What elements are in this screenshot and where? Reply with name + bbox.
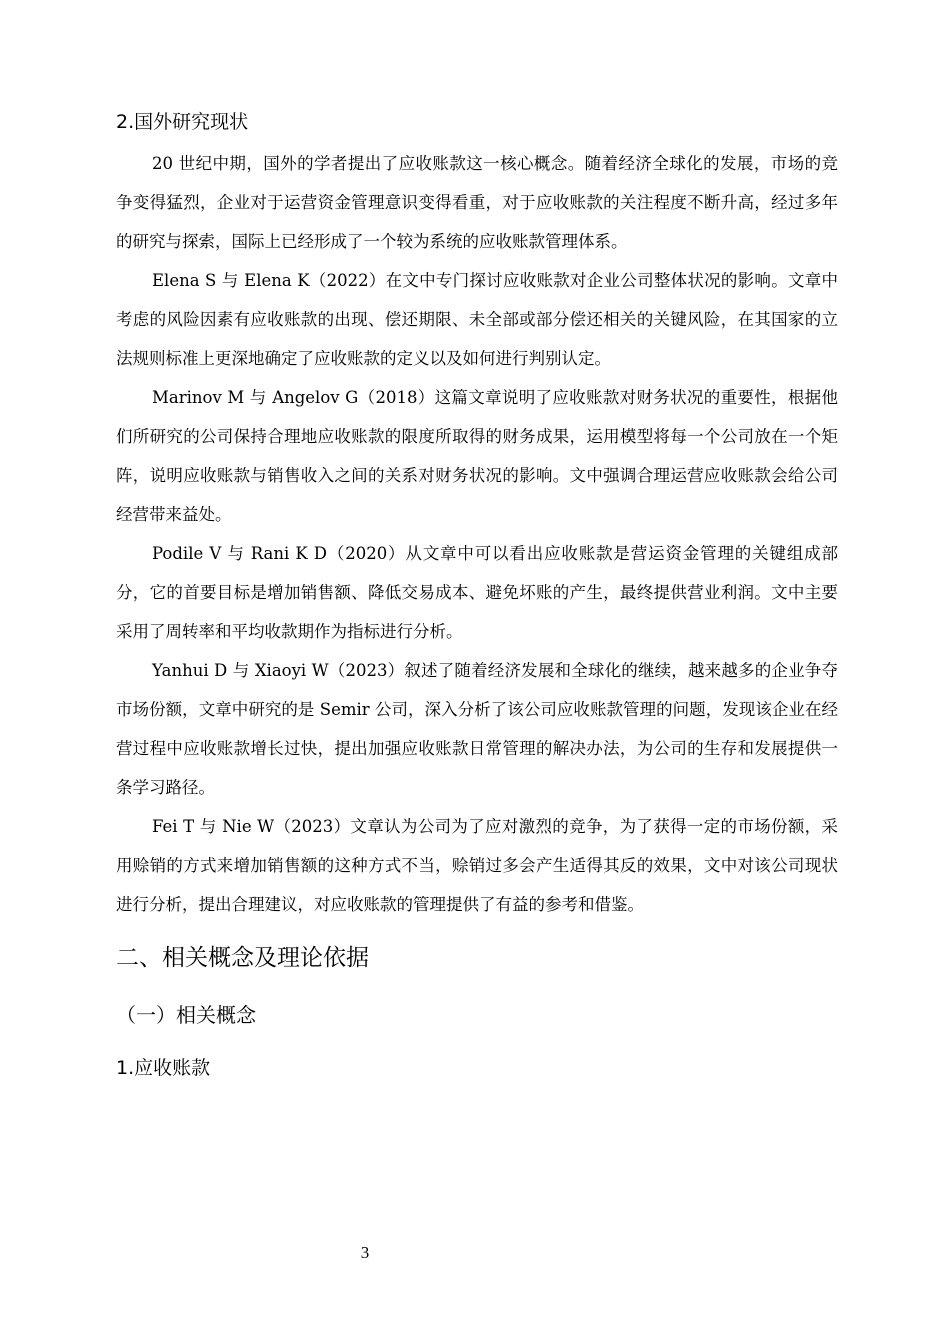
paragraph-marinov: Marinov M 与 Angelov G（2018）这篇文章说明了应收账款对财务状况的重要性，根据他们所研究的公司保持合理地应收账款的限度所取得的财务成果，运用模型将每一个公司放在一个矩阵，说明应收账款与销售收入之间的关系对财务状况的影响。文中强调合理运营应收账款会给公司经营带来益处。 bbox=[116, 388, 838, 524]
page-number: 3 bbox=[360, 1243, 370, 1262]
section-heading-foreign-research: 2.国外研究现状 bbox=[116, 111, 249, 133]
item-heading: 1.应收账款 bbox=[116, 1057, 211, 1079]
paragraph-elena: Elena S 与 Elena K（2022）在文中专门探讨应收账款对企业公司整体状况的影响。文章中考虑的风险因素有应收账款的出现、偿还期限、未全部或部分偿还相关的关键风险，在其国家的立法规则标准上更深地确定了应收账款的定义以及如何进行判别认定。 bbox=[116, 271, 838, 368]
subsection-heading: （一）相关概念 bbox=[116, 1003, 256, 1027]
paragraph-yanhui: Yanhui D 与 Xiaoyi W（2023）叙述了随着经济发展和全球化的继续，越来越多的企业争夺市场份额，文章中研究的是 Semir 公司，深入分析了该公司应收账款管理的问题，发现该企业在经营过程中应收账款增长过快，提出加强应收账款日常管理的解决办法，为公司的生存和发展提供一条学习路径。 bbox=[116, 661, 838, 797]
paragraph-podile: Podile V 与 Rani K D（2020）从文章中可以看出应收账款是营运资金管理的关键组成部分，它的首要目标是增加销售额、降低交易成本、避免坏账的产生，最终提供营业利润。文中主要采用了周转率和平均收款期作为指标进行分析。 bbox=[116, 544, 838, 641]
paragraph-intro: 20 世纪中期，国外的学者提出了应收账款这一核心概念。随着经济全球化的发展，市场的竞争变得猛烈，企业对于运营资金管理意识变得看重，对于应收账款的关注程度不断升高，经过多年的研究与探索，国际上已经形成了一个较为系统的应收账款管理体系。 bbox=[116, 154, 838, 251]
chapter-heading: 二、相关概念及理论依据 bbox=[116, 945, 369, 971]
page-content bbox=[116, 108, 838, 1082]
paragraph-fei: Fei T 与 Nie W（2023）文章认为公司为了应对激烈的竞争，为了获得一定的市场份额，采用赊销的方式来增加销售额的这种方式不当，赊销过多会产生适得其反的效果，文中对该公司现状进行分析，提出合理建议，对应收账款的管理提供了有益的参考和借鉴。 bbox=[116, 817, 838, 914]
